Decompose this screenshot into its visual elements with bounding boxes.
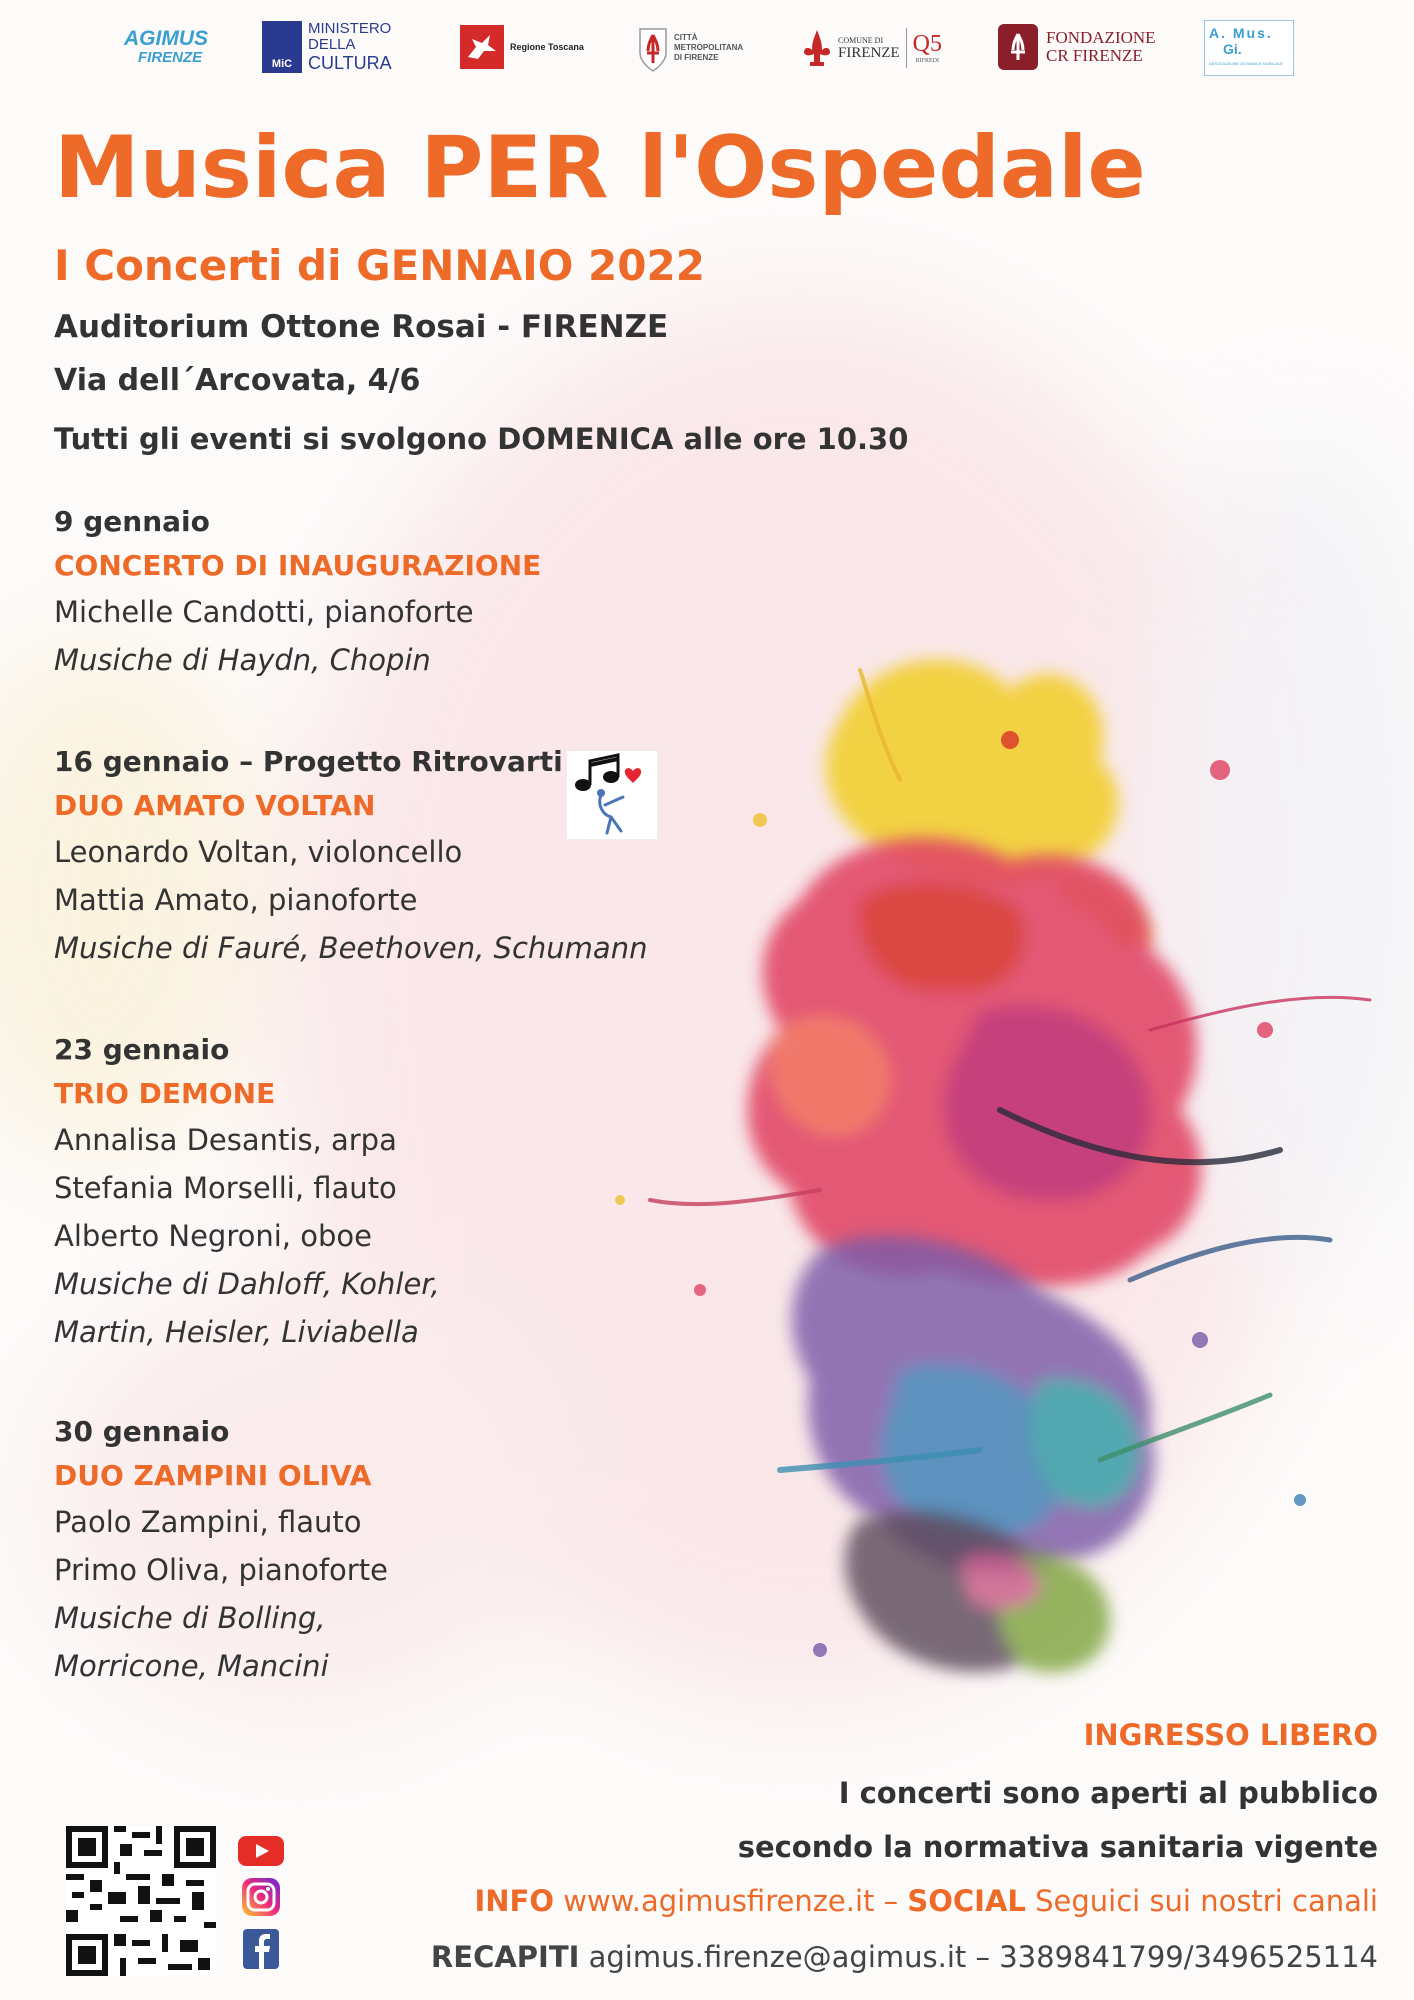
event-performer: Primo Oliva, pianoforte — [54, 1553, 388, 1587]
event-performer: Alberto Negroni, oboe — [54, 1219, 372, 1253]
health-note: secondo la normativa sanitaria vigente — [737, 1830, 1378, 1864]
event-performer: Stefania Morselli, flauto — [54, 1171, 397, 1205]
agimus-giovanile-logo: A. Mus. Gi. ASSOCIAZIONE GIOVANILE MUSICALE — [1204, 20, 1294, 76]
qr-code-icon[interactable] — [66, 1826, 216, 1976]
event-program: Musiche di Dahloff, Kohler, — [54, 1267, 440, 1301]
social-label: SOCIAL — [907, 1884, 1026, 1918]
event-program: Martin, Heisler, Liviabella — [54, 1315, 419, 1349]
social-text: Seguici sui nostri canali — [1035, 1884, 1378, 1918]
free-entry: INGRESSO LIBERO — [1083, 1718, 1378, 1752]
florence-lily-icon — [800, 26, 834, 70]
poster-title: Musica PER l'Ospedale — [54, 118, 1146, 218]
event-date: 30 gennaio — [54, 1415, 230, 1448]
fondazione-cr-firenze-logo: FONDAZIONE CR FIRENZE — [998, 20, 1163, 74]
event-program: Musiche di Haydn, Chopin — [54, 643, 431, 677]
venue-address: Via dell´Arcovata, 4/6 — [54, 363, 421, 398]
poster-subtitle: I Concerti di GENNAIO 2022 — [54, 241, 705, 290]
lily-shield-icon — [636, 23, 670, 73]
public-note: I concerti sono aperti al pubblico — [838, 1776, 1378, 1810]
instagram-icon[interactable] — [236, 1876, 286, 1918]
event-2 — [54, 740, 647, 972]
sponsor-logos — [0, 14, 1414, 94]
fondazione-emblem-icon — [998, 24, 1038, 70]
youtube-icon[interactable] — [236, 1830, 286, 1872]
event-date: 23 gennaio — [54, 1033, 230, 1066]
event-date: 16 gennaio – Progetto Ritrovarti — [54, 745, 563, 778]
event-performer: Annalisa Desantis, arpa — [54, 1123, 397, 1157]
agimus-firenze-logo: AGIMUS FIRENZE — [124, 27, 208, 66]
event-4 — [54, 1410, 388, 1690]
event-program: Morricone, Mancini — [54, 1649, 329, 1683]
info-label: INFO — [474, 1884, 555, 1918]
comune-firenze-q5-logo: COMUNE DI FIRENZE Q5 RIFREDI — [800, 20, 965, 76]
venue-name: Auditorium Ottone Rosai - FIRENZE — [54, 309, 669, 345]
event-performer: Leonardo Voltan, violoncello — [54, 835, 463, 869]
website-link[interactable]: www.agimusfirenze.it — [563, 1884, 875, 1918]
contacts-text[interactable]: agimus.firenze@agimus.it – 3389841799/3496525114 — [588, 1940, 1378, 1974]
event-performer: Mattia Amato, pianoforte — [54, 883, 418, 917]
event-performer: Paolo Zampini, flauto — [54, 1505, 362, 1539]
event-name: CONCERTO DI INAUGURAZIONE — [54, 549, 542, 582]
mic-emblem-icon: MiC — [262, 21, 302, 73]
event-program: Musiche di Fauré, Beethoven, Schumann — [54, 931, 648, 965]
event-name: DUO ZAMPINI OLIVA — [54, 1459, 372, 1492]
separator: – — [874, 1884, 908, 1918]
pegasus-icon — [460, 25, 504, 69]
event-program: Musiche di Bolling, — [54, 1601, 326, 1635]
contacts-label: RECAPITI — [430, 1940, 580, 1974]
ministero-cultura-logo: MiC MINISTERO DELLA CULTURA — [262, 18, 422, 76]
event-name: TRIO DEMONE — [54, 1077, 276, 1110]
schedule-note: Tutti gli eventi si svolgono DOMENICA alle ore 10.30 — [54, 422, 909, 456]
facebook-icon[interactable] — [236, 1928, 286, 1970]
event-date: 9 gennaio — [54, 505, 210, 538]
progetto-ritrovarti-icon — [566, 750, 658, 840]
event-3 — [54, 1028, 440, 1356]
regione-toscana-logo: Regione Toscana — [460, 22, 592, 72]
contacts-line — [431, 1933, 1378, 1981]
event-name: DUO AMATO VOLTAN — [54, 789, 376, 822]
citta-metropolitana-logo: CITTÀ METROPOLITANA DI FIRENZE — [636, 18, 756, 78]
event-performer: Michelle Candotti, pianoforte — [54, 595, 474, 629]
event-1 — [54, 500, 541, 684]
info-line — [475, 1877, 1379, 1925]
